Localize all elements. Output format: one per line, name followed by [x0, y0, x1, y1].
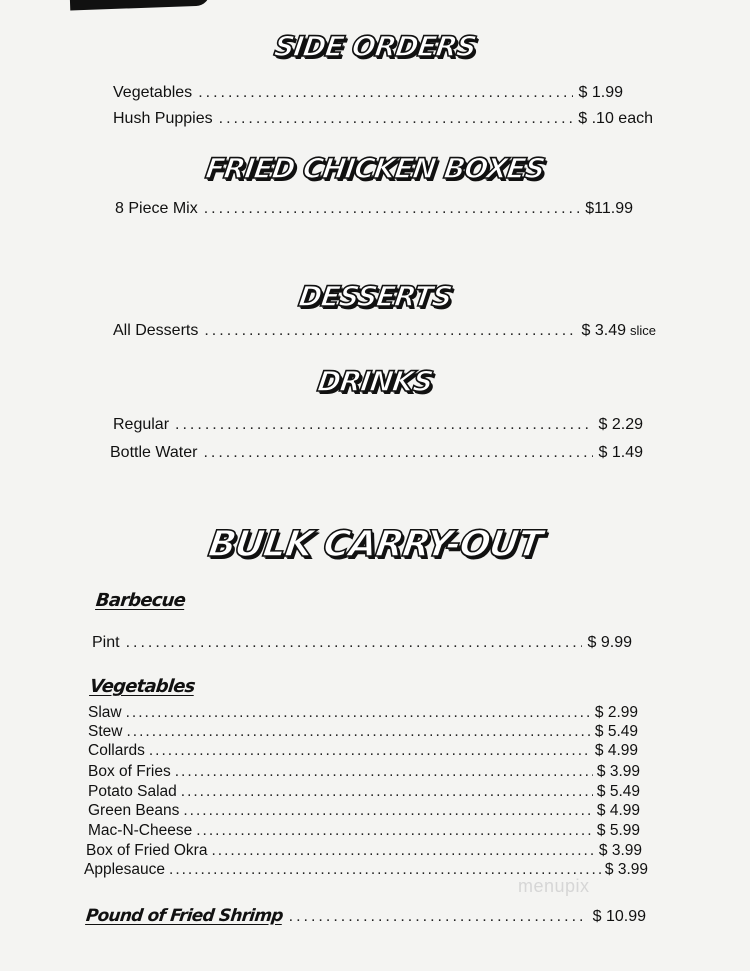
item-name: Vegetables	[113, 84, 193, 101]
item-name: Slaw	[88, 704, 122, 721]
item-price: $ 1.49	[598, 444, 643, 461]
menu-row-regular	[113, 416, 643, 434]
item-price: $ 2.99	[594, 704, 638, 721]
item-name: Collards	[88, 742, 145, 759]
item-name: Hush Puppies	[113, 110, 213, 127]
item-name: Pound of Fried Shrimp	[84, 906, 284, 926]
dot-leader	[289, 908, 587, 926]
item-name: Mac-N-Cheese	[88, 822, 193, 839]
dot-leader	[175, 416, 592, 434]
menu-row-green-beans	[88, 802, 640, 820]
dot-leader	[126, 704, 591, 722]
menu-row-box-of-fries	[88, 763, 640, 781]
item-price: $ 5.49	[596, 783, 640, 800]
dot-leader	[203, 444, 592, 462]
side-orders-title: SIDE ORDERS	[272, 30, 478, 63]
corner-decoration	[70, 0, 210, 10]
dot-leader	[149, 742, 591, 760]
item-price: $ 5.99	[596, 822, 640, 839]
dot-leader	[126, 723, 590, 741]
vegetables-heading: Vegetables	[88, 676, 196, 697]
menu-row-fried-shrimp	[86, 906, 646, 926]
fried-chicken-boxes-title: FRIED CHICKEN BOXES	[203, 152, 547, 185]
menu-row-vegetables	[113, 84, 623, 102]
item-price: $ 4.99	[594, 742, 638, 759]
item-price: $ 3.99	[604, 861, 648, 878]
dot-leader	[183, 802, 593, 820]
item-price: $ 4.99	[596, 802, 640, 819]
menu-row-collards	[88, 742, 638, 760]
item-price: $ 9.99	[587, 634, 632, 651]
menu-row-mac-n-cheese	[88, 822, 640, 840]
item-price: $ 5.49	[594, 723, 638, 740]
item-price: $ 10.99	[592, 908, 646, 925]
item-price: $11.99	[585, 200, 633, 217]
menu-row-all-desserts	[113, 322, 656, 340]
item-price: $ .10 each	[578, 110, 653, 127]
item-name: 8 Piece Mix	[115, 200, 198, 217]
dot-leader	[219, 110, 573, 128]
item-price: $ 3.99	[598, 842, 642, 859]
item-price: $ 1.99	[578, 84, 623, 101]
menu-row-pint	[92, 634, 632, 652]
item-price: $ 2.29	[598, 416, 643, 433]
dot-leader	[204, 200, 580, 218]
menu-row-stew	[88, 723, 638, 741]
menu-row-box-of-fried-okra	[86, 842, 642, 860]
drinks-title: DRINKS	[315, 365, 435, 398]
dot-leader	[211, 842, 594, 860]
menu-row-bottle-water	[110, 444, 643, 462]
menu-row-slaw	[88, 704, 638, 722]
item-name: Pint	[92, 634, 120, 651]
item-name: Bottle Water	[110, 444, 198, 461]
dot-leader	[196, 822, 593, 840]
menu-row-8-piece-mix	[115, 200, 633, 218]
item-price: $ 3.99	[596, 763, 640, 780]
item-unit: slice	[629, 323, 656, 338]
dot-leader	[181, 783, 593, 801]
desserts-title: DESSERTS	[296, 280, 454, 313]
dot-leader	[175, 763, 593, 781]
dot-leader	[204, 322, 575, 340]
item-name: Regular	[113, 416, 170, 433]
item-name: Green Beans	[88, 802, 180, 819]
bulk-carry-out-title: BULK CARRY-OUT	[205, 524, 545, 565]
barbecue-heading: Barbecue	[94, 590, 187, 611]
dot-leader	[198, 84, 572, 102]
dot-leader	[126, 634, 582, 652]
item-name: All Desserts	[113, 322, 199, 339]
menu-row-hush-puppies	[113, 110, 653, 128]
item-name: Box of Fries	[88, 763, 171, 780]
menu-row-potato-salad	[88, 783, 640, 801]
item-name: Stew	[88, 723, 123, 740]
item-name: Applesauce	[84, 861, 166, 878]
item-name: Box of Fried Okra	[86, 842, 208, 859]
item-price: $ 3.49	[581, 322, 626, 339]
watermark: menupix	[518, 876, 590, 896]
item-name: Potato Salad	[88, 783, 177, 800]
